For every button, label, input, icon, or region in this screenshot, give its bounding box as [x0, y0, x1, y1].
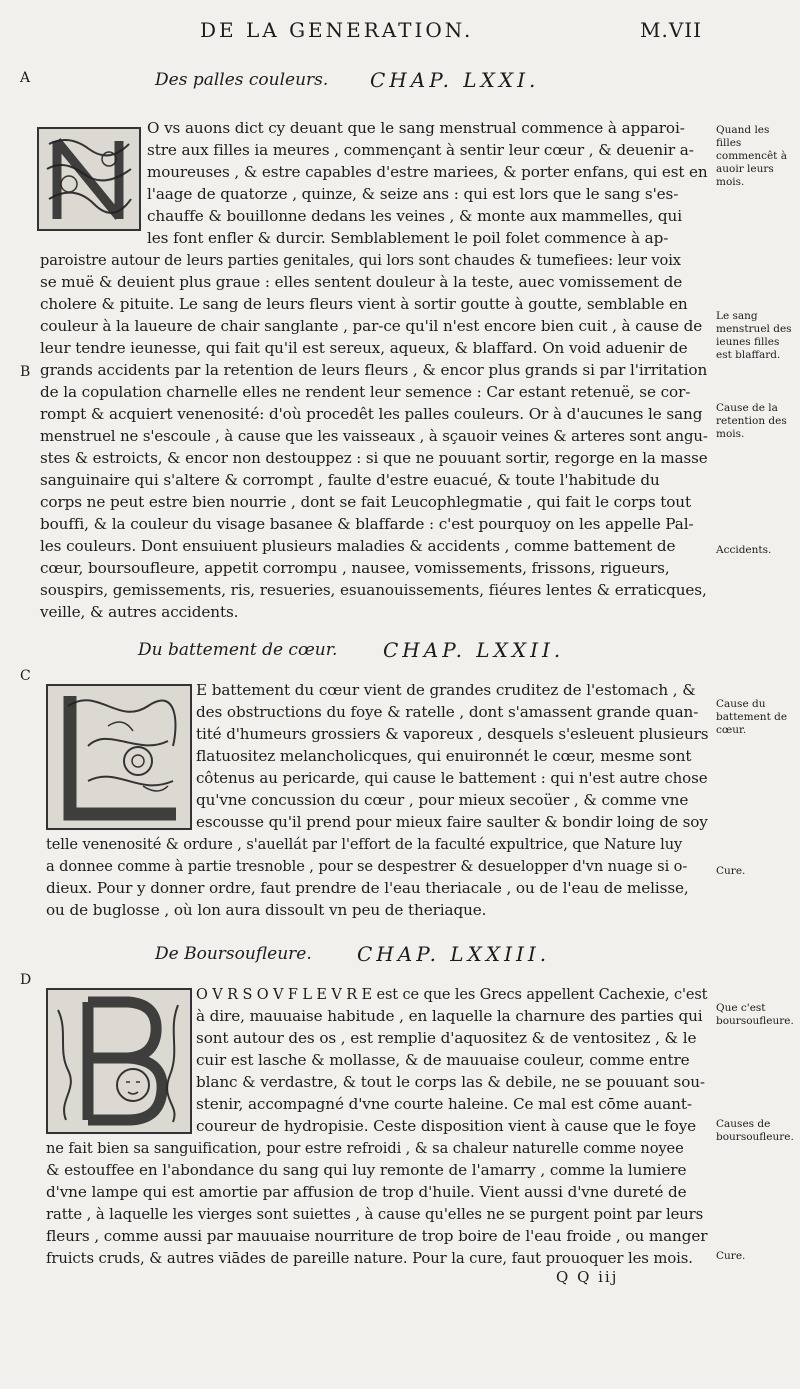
- marginal-note: Quand les filles commencêt à auoir leurs mois.: [716, 124, 788, 188]
- decorated-initial-n: [37, 127, 141, 231]
- marginal-note: Cause du battement de cœur.: [716, 698, 788, 736]
- decorated-initial-l: [46, 684, 192, 830]
- text-line: O V R S O V F L E V R E est ce que les Grecs appellent Cachexie, c'est: [196, 985, 708, 1003]
- text-line: grands accidents par la retention de leurs fleurs , & encor plus grands si par l'irritation: [40, 361, 708, 379]
- marginal-note: Cure.: [716, 865, 746, 877]
- text-line: menstruel ne s'escoule , à cause que les vaisseaux , à sçauoir veines & arteres sont angu-: [40, 427, 708, 445]
- chapter-number: CHAP. LXXIII.: [357, 942, 551, 966]
- text-line: fleurs , comme aussi par mauuaise nourriture de trop boire de l'eau froide , ou manger: [46, 1227, 708, 1245]
- text-line: cholere & pituite. Le sang de leurs fleurs vient à sortir goutte à goutte, semblable en: [40, 295, 688, 313]
- text-line: cuir est lasche & mollasse, & de mauuaise couleur, comme entre: [196, 1051, 690, 1069]
- text-line: sanguinaire qui s'altere & corrompt , faulte d'estre euacué, & toute l'habitude du: [40, 471, 660, 489]
- text-line: dieux. Pour y donner ordre, faut prendre de l'eau theriacale , ou de l'eau de melisse,: [46, 879, 689, 897]
- text-line: à dire, mauuaise habitude , en laquelle la charnure des parties qui: [196, 1007, 703, 1025]
- marginal-note: Cause de la retention des mois.: [716, 402, 787, 440]
- text-line: stenir, accompagné d'vne courte haleine. Ce mal est cōme auant-: [196, 1095, 692, 1113]
- text-line: cœur, boursoufleure, appetit corrompu , nausee, vomissements, frissons, rigueurs,: [40, 559, 670, 577]
- ornament-illustration: [39, 129, 139, 229]
- text-line: ratte , à laquelle les vierges sont suiettes , à cause qu'elles ne se purgent point par leurs: [46, 1206, 704, 1223]
- decorated-initial-b: [46, 988, 192, 1134]
- ornament-illustration: [48, 990, 190, 1132]
- marginal-note: Accidents.: [716, 544, 772, 556]
- text-line: blanc & verdastre, & tout le corps las & debile, ne se pouuant sou-: [196, 1073, 705, 1091]
- margin-letter-b: B: [20, 364, 31, 380]
- text-line: stes & estroicts, & encor non destouppez : si que ne pouuant sortir, regorge en la masse: [40, 449, 708, 467]
- marginal-note: Le sang menstruel des ieunes filles est blaffard.: [716, 310, 792, 361]
- text-line: des obstructions du foye & ratelle , dont s'amassent grande quan-: [196, 703, 699, 721]
- text-line: couleur à la laueure de chair sanglante , par-ce qu'il n'est encore bien cuit , à cause de: [40, 317, 703, 335]
- text-line: escousse qu'il prend pour mieux faire saulter & bondir loing de soy: [196, 813, 708, 831]
- text-line: O vs auons dict cy deuant que le sang menstrual commence à apparoi-: [147, 119, 685, 137]
- text-line: telle venenosité & ordure , s'auellát par l'effort de la faculté expultrice, que Nature luy: [46, 836, 683, 853]
- text-line: sont autour des os , est remplie d'aquositez & de ventositez , & le: [196, 1029, 697, 1047]
- chapter-name: De Boursoufleure.: [155, 944, 312, 964]
- text-line: fruicts cruds, & autres viādes de pareille nature. Pour la cure, faut prouoquer les mois.: [46, 1250, 693, 1267]
- text-line: d'vne lampe qui est amortie par affusion de trop d'huile. Vient aussi d'vne dureté de: [46, 1183, 687, 1201]
- text-line: les font enfler & durcir. Semblablement le poil folet commence à ap-: [147, 229, 669, 247]
- folio: M.VII: [640, 18, 703, 42]
- text-line: corps ne peut estre bien nourrie , dont se fait Leucophlegmatie , qui fait le corps tout: [40, 493, 691, 511]
- ornament-illustration: [48, 686, 190, 828]
- text-line: paroistre autour de leurs parties genitales, qui lors sont chaudes & tumefiees: leur voix: [40, 252, 681, 269]
- text-line: l'aage de quatorze , quinze, & seize ans : qui est lors que le sang s'es-: [147, 185, 679, 203]
- chapter-number: CHAP. LXXI.: [370, 68, 540, 92]
- margin-letter-d: D: [20, 972, 32, 988]
- text-line: leur tendre ieunesse, qui fait qu'il est sereux, aqueux, & blaffard. On void aduenir de: [40, 339, 688, 357]
- text-line: se muë & deuient plus graue : elles sentent douleur à la teste, auec vomissement de: [40, 273, 683, 291]
- text-line: chauffe & bouillonne dedans les veines , & monte aux mammelles, qui: [147, 207, 682, 225]
- text-line: coureur de hydropisie. Ceste disposition vient à cause que le foye: [196, 1117, 697, 1135]
- text-line: bouffi, & la couleur du visage basanee & blaffarde : c'est pourquoy on les appelle Pal-: [40, 515, 694, 533]
- text-line: côtenus au pericarde, qui cause le battement : qui n'est autre chose: [196, 769, 708, 787]
- chapter-name: Du battement de cœur.: [138, 640, 338, 660]
- text-line: tité d'humeurs grossiers & vaporeux , desquels s'esleuent plusieurs: [196, 725, 709, 743]
- chapter-number: CHAP. LXXII.: [383, 638, 565, 662]
- marginal-note: Que c'est boursoufleure.: [716, 1002, 794, 1027]
- text-line: souspirs, gemissements, ris, resueries, esuanouissements, fiéures lentes & erraticques,: [40, 581, 707, 599]
- text-line: de la copulation charnelle elles ne rendent leur semence : Car estant retenuë, se cor-: [40, 383, 691, 401]
- text-line: ou de buglosse , où lon aura dissoult vn peu de theriaque.: [46, 901, 487, 919]
- text-line: les couleurs. Dont ensuiuent plusieurs maladies & accidents , comme battement de: [40, 537, 676, 555]
- text-line: veille, & autres accidents.: [40, 603, 239, 621]
- text-line: qu'vne concussion du cœur , pour mieux secoüer , & comme vne: [196, 791, 689, 809]
- text-line: flatuositez melancholicques, qui enuironnét le cœur, mesme sont: [196, 747, 692, 765]
- text-line: ne fait bien sa sanguification, pour estre refroidi , & sa chaleur naturelle comme noyee: [46, 1140, 684, 1157]
- text-line: rompt & acquiert venenosité: d'où procedêt les palles couleurs. Or à d'aucunes le sang: [40, 405, 703, 423]
- marginal-note: Cure.: [716, 1250, 746, 1262]
- text-line: stre aux filles ia meures , commençant à sentir leur cœur , & deuenir a-: [147, 141, 694, 159]
- text-line: moureuses , & estre capables d'estre mariees, & porter enfans, qui est en: [147, 163, 708, 181]
- chapter-name: Des palles couleurs.: [155, 70, 329, 90]
- running-title: DE LA GENERATION.: [200, 18, 474, 42]
- text-line: E battement du cœur vient de grandes cruditez de l'estomach , &: [196, 681, 696, 699]
- signature-mark: Q Q iij: [556, 1268, 619, 1286]
- text-line: & estouffee en l'abondance du sang qui luy remonte de l'amarry , comme la lumiere: [46, 1161, 687, 1179]
- marginal-note: Causes de boursoufleure.: [716, 1118, 794, 1143]
- margin-letter-a: A: [20, 70, 31, 86]
- margin-letter-c: C: [20, 668, 31, 684]
- text-line: a donnee comme à partie tresnoble , pour se despestrer & desuelopper d'vn nuage si o-: [46, 858, 688, 875]
